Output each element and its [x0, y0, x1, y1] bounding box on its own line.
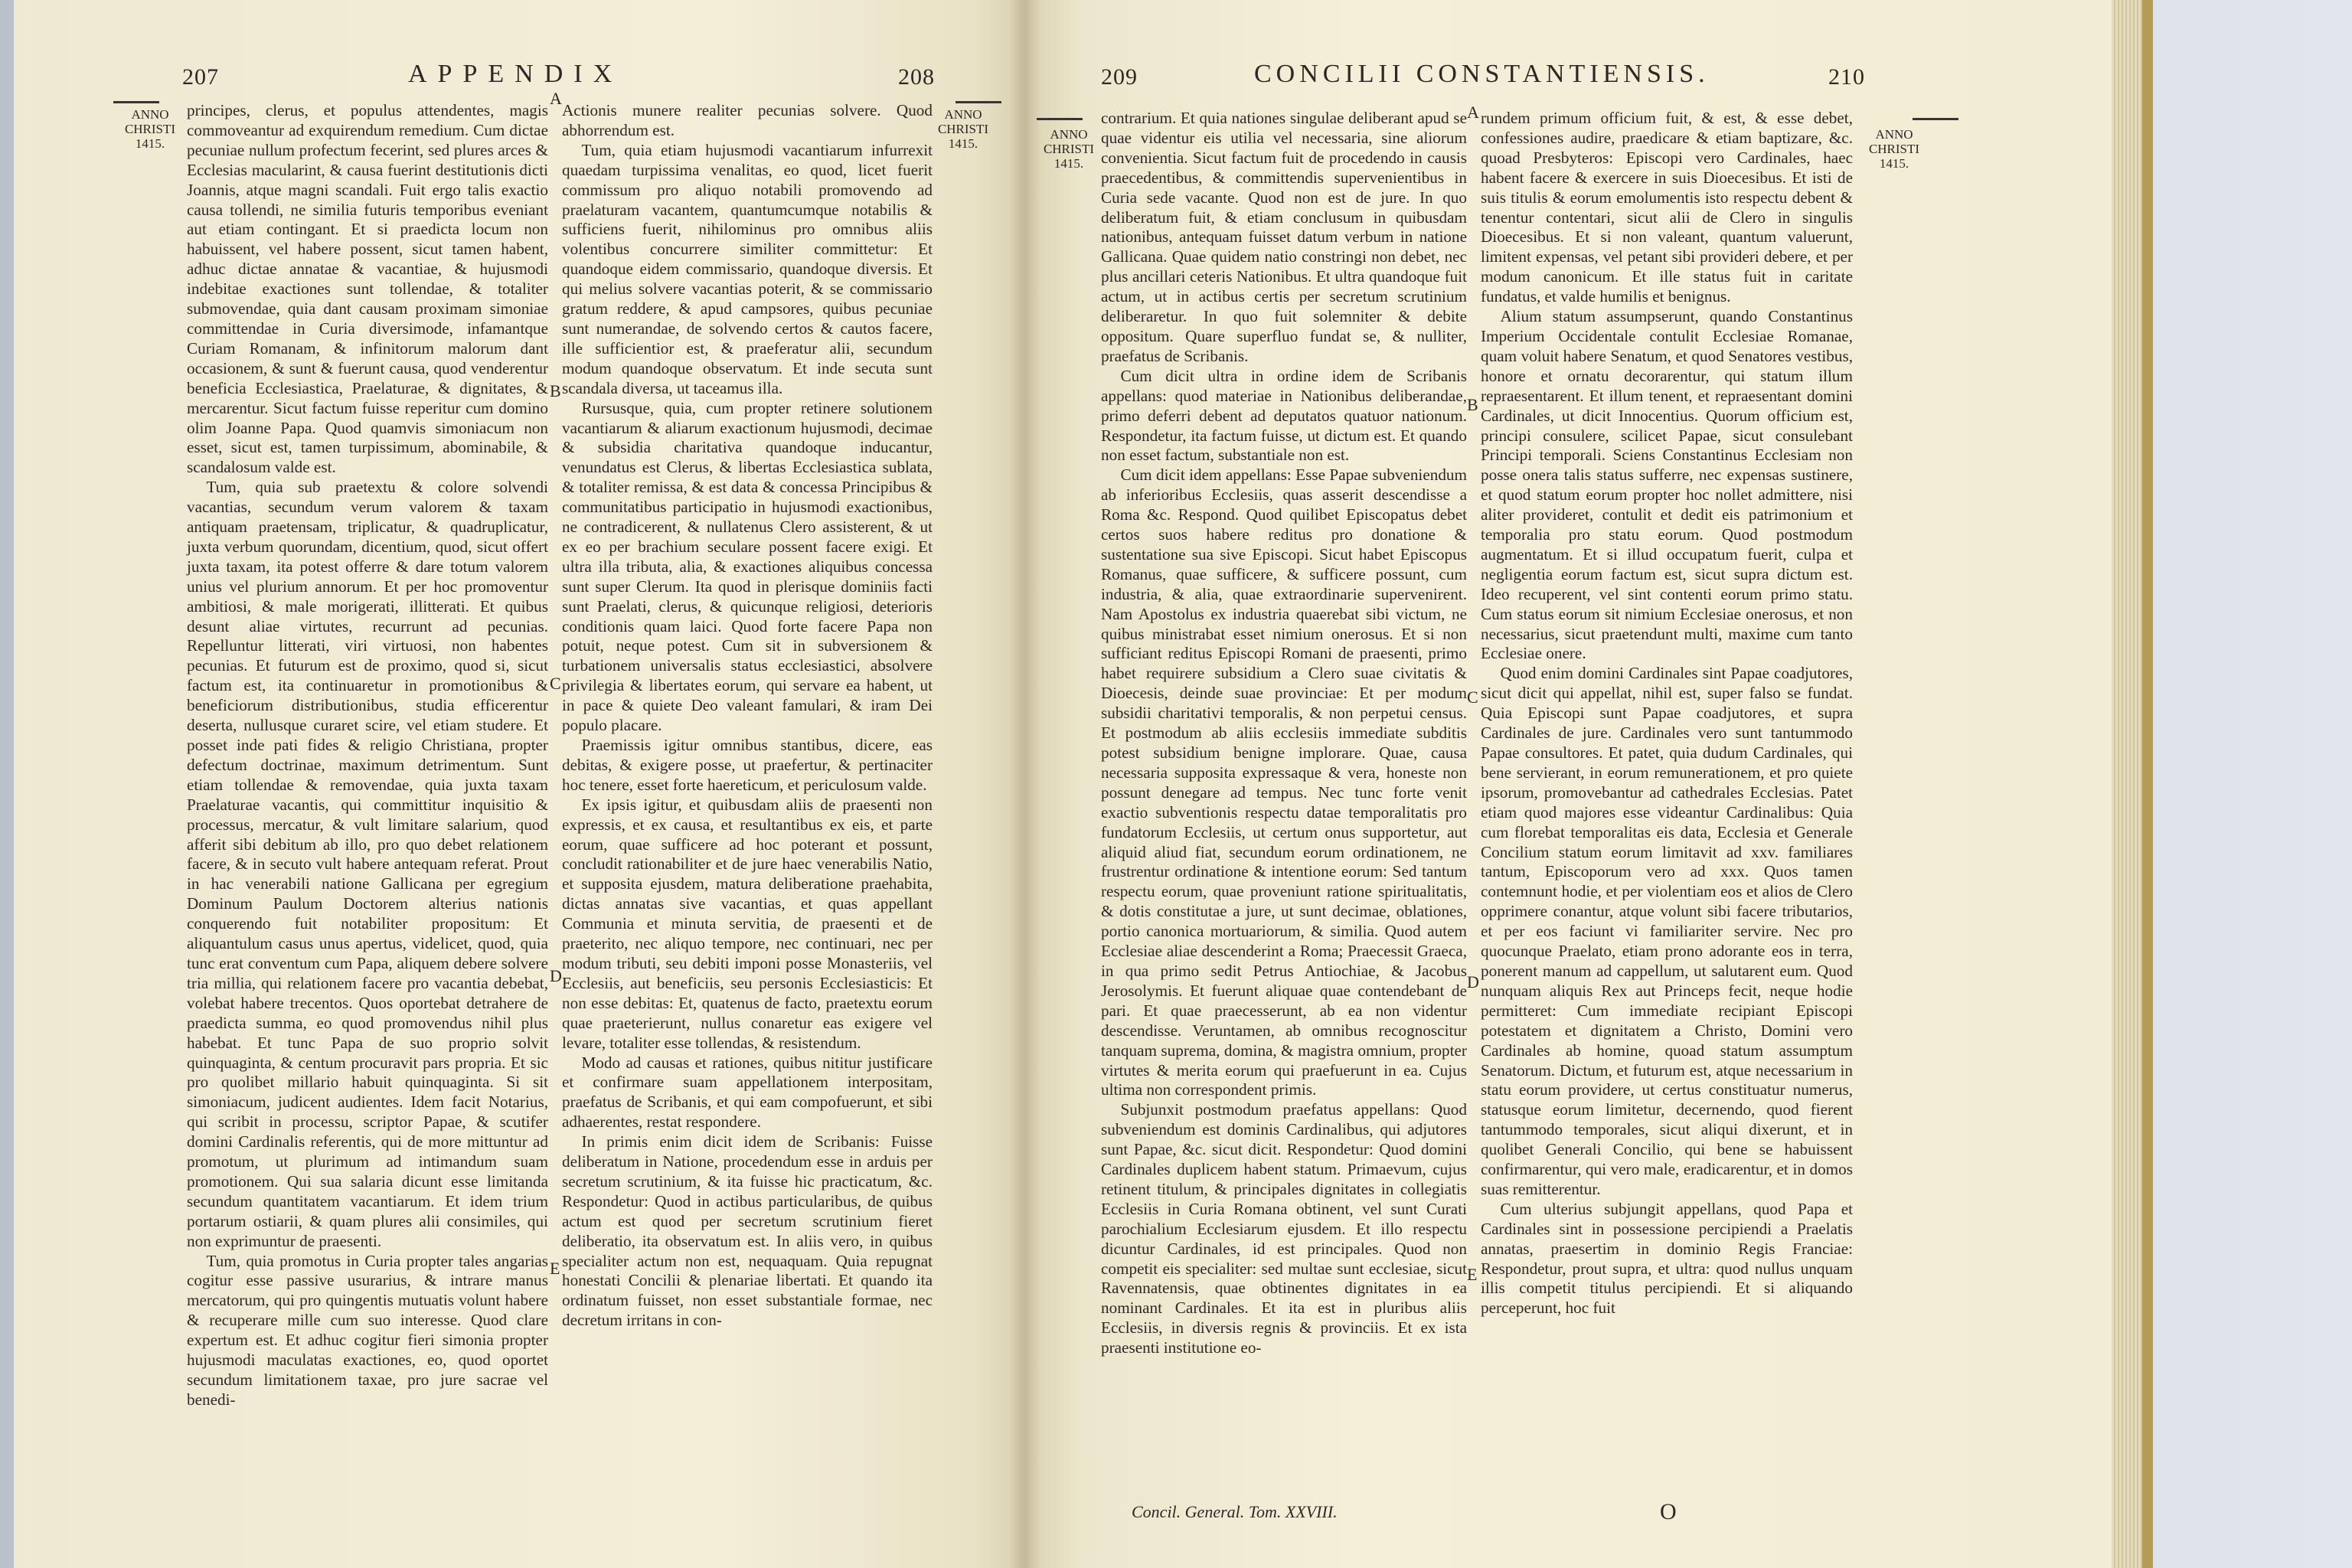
page-number-209: 209	[1101, 64, 1138, 90]
anno-christi-left	[121, 107, 179, 151]
paragraph: In primis enim dicit idem de Scribanis: Fuisse deliberatum in Natione, procedendum esse in arduis per secretum scrutinium, & ita fuisse hic practicatum, &c. Respondetur: Quod in actibus particularibus, de quibus actum est quod per secretum scrutinium fieret deliberatio, ita observatum est. In aliis vero, in quibus specialiter actum non est, nequaquam. Quia repugnat honestati Concilii & plenariae libertati. Et quando ita ordinatum fuisset, non esset substantiale formae, nec decretum irritans in con-	[562, 1132, 933, 1330]
christi-label: CHRISTI	[937, 122, 989, 136]
signature-footer: Concil. General. Tom. XXVIII.	[1132, 1502, 1338, 1521]
anno-christi-right	[934, 107, 992, 151]
anno-label: ANNO	[1875, 127, 1913, 142]
paragraph: Actionis munere realiter pecunias solvere. Quod abhorrendum est.	[562, 101, 933, 139]
section-marker-b: B	[1467, 395, 1478, 414]
right-page	[1024, 0, 2127, 1568]
paragraph: Tum, quia etiam hujusmodi vacantiarum infurrexit quaedam turpissima venalitas, eo quod, licet fuerit commissum pro aliquo notabili promovendo ad praelaturam vacantem, quantumcumque notabilis & sufficiens fuerit, nihilominus pro omnibus aliis volentibus concurrere similiter committetur: Et quandoque eidem commissario, quandoque diversis. Et qui melius solvere vacantias poterit, & se commissario gratum reddere, & apud campsores, quibus pecuniae sunt numerandae, de solvendo certos & cautos facere, ille sufficientior est, & praeferatur alii, secundum modum quandoque observatum. Et inde secuta sunt scandala diversa, ut taceamus illa.	[562, 140, 933, 397]
page-edges	[2112, 0, 2142, 1568]
paragraph: contrarium. Et quia nationes singulae deliberant apud se quae videntur eis utilia vel necessaria, sine aliorum convenientia. Sicut factum fuit de procedendo in causis praecedentibus, & committendis supervenientibus in Curia sede vacante. Quod non est de jure. In quo deliberatum fuit, & etiam conclusum in quibusdam nationibus, antequam fuisset datum verbum in natione Gallicana. Quae quidem natio constringi non debet, nec plus ancillari ceteris Nationibus. Et ultra quandoque fuit actum, ut in actibus certis per secretum scrutinium deliberaretur. In quo fuit solemniter & debite oppositum. Quare superfluo fundat se, & nulliter, praefatus de Scribanis.	[1101, 109, 1467, 365]
anno-label: ANNO	[944, 107, 982, 122]
christi-label: CHRISTI	[1868, 142, 1920, 156]
year-label: 1415.	[1054, 156, 1084, 171]
paragraph: Cum ulterius subjungit appellans, quod Papa et Cardinales sint in possessione percipiendi a Praelatis annatas, praesertim in dominio Regis Franciae: Respondetur, prout supra, et ultra: quod nullus unquam illis competit titulus percipiendi. Et si aliquando perceperunt, hoc fuit	[1481, 1199, 1853, 1318]
running-head-appendix: APPENDIX	[408, 60, 623, 88]
section-marker-c: C	[1467, 688, 1478, 707]
paragraph: Alium statum assumpserunt, quando Constantinus Imperium Occidentale contulit Ecclesiae Romanae, quam voluit habere Senatum, et quod Senatores vestibus, honore et ornatu decorarentur, qui statum illum repraesentarent. Et illum tenent, et repraesentant domini Cardinales, ut dicit Innocentius. Quorum officium est, principi consulere, scilicet Papae, sicut consulebant Principi temporali. Sciens Constantinus Ecclesiam non posse onera talis status sufferre, nec expensas sustinere, et quod statum eorum propter hoc nollet admittere, nisi aliter provideret, contulit et dedit eis patrimonium et temporalia pro statu eorum. Quod postmodum augmentatum. Et si illud occupatum fuerit, culpa et negligentia eorum factum est, sicut supra dictum est. Ideo recuperent, vel sint contenti eorum primo statu. Cum status eorum sit nimium Ecclesiae onerosus, et non necessarius, sicut praetendunt multi, maxime cum tanto Ecclesiae onere.	[1481, 307, 1853, 663]
paragraph: Quod enim domini Cardinales sint Papae coadjutores, sicut dicit qui appellat, nihil est, super falso se fundat. Quia Episcopi sunt Papae coadjutores, et supra Cardinales de jure. Cardinales vero sunt tantummodo Papae consultores. Et patet, quia dudum Cardinales, qui bene servierant, in eorum remunerationem, et pro quiete ipsorum, promovebantur ad cathedrales Ecclesias. Patet etiam quod majores esse videantur Cardinalibus: Quia cum florebat temporalitas eis data, Ecclesia et Generale Concilium statum eorum limitavit ad xxv. familiares tantum, Episcoporum vero ad xxx. Quos tamen contemnunt hodie, et per violentiam eos et alios de Clero opprimere conantur, atque volunt sibi facere tributarios, et per eos faciunt vi familiariter servire. Nec pro quocunque Praelato, etiam prono adorante eos in terra, ponerent manum ad cappellum, ut salutarent eum. Quod nunquam aliquis Rex aut Princeps fecit, neque hodie permitteret: Cum immediate recipiant Episcopi potestatem et dignitatem a Christo, Domini vero Cardinales ab homine, quoad statum assumptum Senatorum. Dictum, et futurum est, atque necessarium in statu eorum providere, ut certus constituatur numerus, statusque eorum limitetur, decernendo, quod fierent tantummodo temporales, sicut aliqui dixerunt, et in quolibet Generali Concilio, qui bene se habuissent confirmarentur, qui vero male, eradicarentur, et in domos suas remitterentur.	[1481, 664, 1853, 1198]
page-number-207: 207	[182, 64, 219, 90]
gilt-edge	[2142, 0, 2153, 1568]
anno-christi-right	[1865, 127, 1923, 171]
margin-rule-right	[1913, 118, 1958, 120]
page-number-210: 210	[1828, 64, 1865, 90]
section-marker-d: D	[1467, 972, 1479, 991]
anno-christi-left	[1040, 127, 1098, 171]
paragraph: rundem primum officium fuit, & est, & esse debet, confessiones audire, praedicare & etiam baptizare, &c. quoad Presbyteros: Episcopi vero Cardinales, haec habent facere & exercere in suis Dioecesibus. Et isti de suis titulis & eorum emolumentis isto respectu debent & tenentur contentari, sicut alii de Clero in singulis Dioecesibus. Et si non valeant, quantum valuerunt, limitent expensas, vel petant sibi provideri debere, et per modum canonicum. Et ille status fuit in caritate fundatus, et valde humilis et benignus.	[1481, 109, 1853, 306]
paragraph: Praemissis igitur omnibus stantibus, dicere, eas debitas, & exigere posse, ut praefertur, & pertinaciter hoc tenere, esset forte haereticum, et periculosum valde.	[562, 736, 933, 794]
open-book	[14, 0, 2127, 1568]
anno-label: ANNO	[1050, 127, 1088, 142]
year-label: 1415.	[948, 136, 978, 151]
book-gutter	[1009, 0, 1040, 1568]
anno-label: ANNO	[131, 107, 169, 122]
christi-label: CHRISTI	[1043, 142, 1095, 156]
margin-rule-right	[956, 101, 1001, 103]
paragraph: principes, clerus, et populus attendentes, magis commoveantur ad exquirendum remedium. Cum dictae pecuniae nullum profectum fecerint, sed plures arces & Ecclesias macularint, & causa fuerint destitutionis dicti Joannis, atque magni scandali. Fuit ergo talis exactio causa tollendi, ne similia futuris temporibus eveniant aut etiam contingant. Et si praedicta locum non habuissent, vel habere possent, sicut tamen habent, adhuc dictae annatae & vacantiae, & hujusmodi indebitae exactiones sunt tollendae, & totaliter submovendae, quia dant causam proximam simoniae committendae in Curia diversimode, infamantque Curiam Romanam, & infinitorum malorum dant occasionem, & sunt & fuerunt causa, quod venderentur beneficia Ecclesiastica, Praelaturae, & dignitates, & mercarentur. Sicut factum fuisse reperitur cum domino olim Joanne Papa. Quod quamvis simoniacum non esset, sicut est, tamen turpissimum, abominabile, & scandalosum valde est.	[187, 101, 548, 477]
paragraph: Subjunxit postmodum praefatus appellans: Quod subveniendum est dominis Cardinalibus, qui adjutores sunt Papae, &c. sicut dicit. Respondetur: Quod domini Cardinales duplicem habent statum. Primaevum, cujus retinent titulum, & principales dignitates in collegiatis Ecclesiis in Curia Romana obtinent, vel sunt Curati parochialium Ecclesiarum ejusdem. Et illo respectu dicuntur Cardinales, id est principales. Quod non competit eis specialiter: sed multae sunt ecclesiae, sicut Ravennatensis, quae obtinentes dignitates in ea nominant Cardinales. Et ita est in pluribus aliis Ecclesiis, in diversis regnis & provinciis. Et ex ista praesenti institutione eo-	[1101, 1100, 1467, 1357]
section-marker-e: E	[1467, 1265, 1478, 1284]
gathering-signature: O	[1660, 1499, 1677, 1524]
paragraph: Tum, quia promotus in Curia propter tales angarias cogitur esse passive usurarius, & intrare manus mercatorum, qui pro quingentis mutuatis volunt habere & recuperare mille cum suo interesse. Quod clare expertum est. Et adhuc cogitur fieri simonia propter hujusmodi maculatas exactiones, eo, quod oportet secundum limitationem taxae, pro jure sacrae vel benedi-	[187, 1251, 548, 1409]
page-number-208: 208	[898, 64, 935, 90]
section-marker-a: A	[1467, 103, 1479, 122]
section-marker-c: C	[550, 674, 561, 693]
paragraph: Ex ipsis igitur, et quibusdam aliis de praesenti non expressis, et ex causa, et resultantibus ex eis, et parte eorum, quae sufficere ad hoc poterant et possunt, concludit rationabiliter et de jure haec venerabilis Natio, et supposita ejusdem, matura deliberatione praehabita, dictas annatas sive vacantias, et quas appellant Communia et minuta servitia, de praesenti et de praeterito, nec aliquo tempore, nec continuari, nec per modum tributi, seu debiti imponi posse Monasteriis, vel Ecclesiis, aut beneficiis, seu personis Ecclesiasticis: Et non esse debitas: Et, quatenus de facto, praetextu eorum quae praeterierunt, nullus conaretur eas exigere vel levare, totaliter esse tollendas, & resistendum.	[562, 795, 933, 1052]
year-label: 1415.	[135, 136, 165, 151]
text-column-2	[1481, 109, 1853, 1318]
christi-label: CHRISTI	[124, 122, 176, 136]
text-column-1	[1101, 109, 1467, 1358]
year-label: 1415.	[1879, 156, 1909, 171]
left-page	[14, 0, 1024, 1568]
text-column-2	[562, 101, 933, 1331]
section-marker-b: B	[550, 381, 561, 400]
paragraph: Modo ad causas et rationes, quibus nititur justificare et confirmare suam appellationem interpositam, praefatus de Scribanis, et qui eam compofuerunt, et sibi adhaerentes, restat respondere.	[562, 1053, 933, 1132]
margin-rule-left	[113, 101, 159, 103]
paragraph: Rursusque, quia, cum propter retinere solutionem vacantiarum & aliarum exactionum hujusmodi, decimae & subsidia charitativa quandoque inducantur, venundatus est Clerus, & libertas Ecclesiastica sublata, & totaliter remissa, & est data & concessa Principibus & communitatibus participatio in hujusmodi exactionibus, ne contradicerent, & nullatenus Clero assisterent, & ut ex eo per brachium seculare possent facere exigi. Et ultra illa tributa, alia, & exactiones aliquibus concessa sunt super Clerum. Ita quod in plerisque dominiis facti sunt Praelati, clerus, & quicunque religiosi, deterioris conditionis quam laici. Quod forte facere Papa non potuit, neque potest. Cum sit in subversionem & turbationem universalis status ecclesiastici, absolvere privilegia & libertates eorum, qui servare ea habent, ut in pace & quiete Deo valeant famulari, & iram Dei populo placare.	[562, 398, 933, 735]
paragraph: Cum dicit ultra in ordine idem de Scribanis appellans: quod materiae in Nationibus deliberandae, primo deferri debent ad deputatos quatuor nationum. Respondetur, ita factum fuisse, ut dictum est. Et quando non esset factum, substantiale non est.	[1101, 366, 1467, 465]
running-head-concilii: CONCILII CONSTANTIENSIS.	[1254, 60, 1710, 88]
margin-rule-left	[1037, 118, 1083, 120]
paragraph: Tum, quia sub praetextu & colore solvendi vacantias, secundum verum valorem & taxam antiquam praetensam, triplicatur, & quadruplicatur, juxta verbum quorundam, dicentium, quod, sicut offert juxta taxam, ita potest offerre & dare totum valorem unius vel plurium annorum. Et per hoc promoventur ambitiosi, & male morigerati, illitterati. Et quibus desunt aliae virtutes, recurrunt ad pecunias. Repelluntur litterati, viri virtuosi, non habentes pecunias. Et futurum est de proximo, quod si, sicut factum est, ita continuaretur in promotionibus & beneficiorum distributionibus, studia efficerentur deserta, nullusque curaret scire, vel etiam studere. Et posset inde pati fides & religio Christiana, propter defectum doctrinae, maximum detrimentum. Sunt etiam tollendae & removendae, quia juxta taxam Praelaturae vacantis, qui committitur inquisitio & processus, mercatur, & vult limitare salarium, quod afferit sibi debitum ab illo, pro quo debet relationem facere, & in secuto vult habere antequam referat. Prout in hac venerabili natione Gallicana per egregium Dominum Paulum Doctorem alterius nationis conquerendo fuit notabiliter propositum: Et aliquantulum casus unus apertus, videlicet, quod, quia tunc erat conventum cum Papa, aliquem debere solvere tria millia, qui relationem facere pro vacantia debebat, volebat habere trecentos. Quos oportebat detrahere de praedicta summa, eo quod promovendus nihil plus habebat. Et tunc Papa de suo proprio solvit quinquaginta, & centum procuravit pars propria. Et sic pro quolibet millario habuit quinquaginta. Si sit simoniacum, judicent audientes. Idem facit Notarius, qui scribit in processu, scriptor Papae, & scutifer domini Cardinalis referentis, qui de more mittuntur ad promotum, ut plurimum ad intimandum suam promotionem. Qui sua salaria dicunt esse limitanda secundum quantitatem vacantiarum. Et idem trium portarum ostiarii, & quam plures alii consimiles, qui non exprimuntur de praesenti.	[187, 478, 548, 1250]
section-marker-d: D	[550, 966, 562, 985]
text-column-1	[187, 101, 548, 1410]
section-marker-a: A	[550, 89, 562, 108]
section-marker-e: E	[550, 1259, 560, 1278]
paragraph: Cum dicit idem appellans: Esse Papae subveniendum ab inferioribus Ecclesiis, quas asserit descendisse a Roma &c. Respond. Quod quilibet Episcopatus debet certos suos habere reditus pro donatione & sustentatione sua sive Episcopi. Sicut habet Episcopus Romanus, quae sufficere, & sufficere possunt, cum industria, & alia, quae extraordinarie supervenirent. Nam Apostolus ex industria quaerebat sibi victum, ne quibus ministrabat esset nimium onerosus. Et si non sufficiant reditus Episcopi Romani de praesenti, primo habet requirere subsidium a Clero suae civitatis & Dioecesis, deinde suae provinciae: Et per modum subsidii charitativi temporalis, & non perpetui census. Et postmodum ab aliis ecclesiis immediate subditis potest subsidium benigne implorare. Quae, causa necessaria supposita expressaque & vera, honeste non possunt denegare ad tempus. Nec tunc forte venit exactio subventionis respectu datae temporalitatis pro fundatorum Ecclesiis, ut certum onus supportetur, aut aliquid aliud fiat, secundum eorum ordinationem, ne frustrentur ordinatione & intentione eorum: Sed tantum respectu eorum, quae proveniunt ratione spiritualitatis, & dotis constitutae a jure, ut sunt decimae, oblationes, portio canonica mortuariorum, & similia. Quod autem Ecclesiae aliae descenderint a Roma; Praecessit Graeca, in qua primo sedit Petrus Antiochiae, & Jacobus Jerosolymis. Et fuerunt aliquae quae contendebant de pari. Et quae praecesserunt, ab ea non videntur descendisse. Veruntamen, ab omnibus recognoscitur tanquam suprema, domina, & magistra omnium, propter virtutes & merita eorum qui praefuerunt in ea. Cujus ultima non correspondent primis.	[1101, 466, 1467, 1099]
